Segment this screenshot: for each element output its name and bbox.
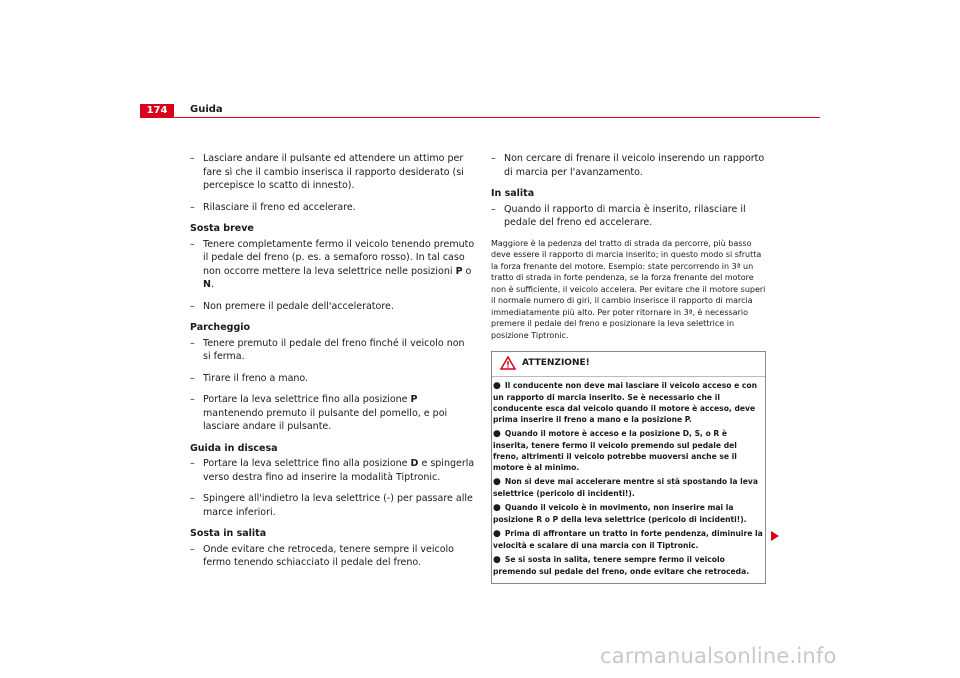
warning-item: ● Prima di affrontare un tratto in forte pendenza, diminuire la velocità e scalare di una marcia con il Tiptronic. (493, 529, 763, 550)
list-item: – Portare la leva selettrice fino alla posizione D e spingerla verso destra fino ad inserire la modalità Tiptronic. (190, 458, 475, 483)
list-item: – Non cercare di frenare il veicolo inserendo un rapporto di marcia per l'avanzamento. (491, 153, 765, 178)
header-rule (140, 117, 820, 118)
warning-item: ● Quando il motore è acceso e la posizione D, S, o R è inserita, tenere fermo il veicolo premendo sul pedale del freno, altrimenti il veicolo potrebbe muoversi anche se il motore è al minimo. (493, 429, 737, 472)
list-item: – Non premere il pedale dell'acceleratore. (190, 300, 394, 312)
warning-title: ATTENZIONE! (522, 357, 590, 368)
warning-header (492, 352, 765, 377)
warning-item: ● Il conducente non deve mai lasciare il veicolo acceso e con un rapporto di marcia inserito. Se è necessario che il conducente esca dal veicolo quando il motore è acceso, deve prima inserire il freno a mano e la posizione P. (493, 381, 757, 424)
list-item: – Portare la leva selettrice fino alla posizione P mantenendo premuto il pulsante del pomello, e poi lasciare andare il pulsante. (190, 394, 448, 432)
list-item: – Tenere completamente fermo il veicolo tenendo premuto il pedale del freno (p. es. a semaforo rosso). In tal caso non occorre mettere la leva selettrice nelle posizioni P o N. (190, 238, 475, 290)
heading-parcheggio: Parcheggio (190, 322, 251, 333)
bullet-icon: ● (493, 477, 501, 487)
page-number: 174 (140, 104, 174, 118)
list-item: – Rilasciare il freno ed accelerare. (190, 201, 356, 213)
warning-triangle-icon (500, 356, 516, 370)
heading-sosta-in-salita: Sosta in salita (190, 528, 267, 539)
heading-guida-in-discesa: Guida in discesa (190, 442, 278, 454)
warning-list (492, 377, 765, 583)
watermark: carmanualsonline.info (600, 644, 837, 668)
list-item: – Onde evitare che retroceda, tenere sempre il veicolo fermo tenendo schiacciato il pedale del freno. (190, 543, 454, 568)
list-item: – Lasciare andare il pulsante ed attendere un attimo per fare sì che il cambio inserisca il rapporto desiderato (si percepisce lo scatto di innesto). (190, 153, 464, 191)
section-title: Guida (190, 104, 223, 115)
bullet-icon: ● (493, 503, 501, 513)
bullet-icon: ● (493, 381, 501, 391)
next-page-arrow-icon[interactable] (770, 530, 780, 542)
list-item: – Quando il rapporto di marcia è inserito, rilasciare il pedale del freno ed accelerare. (491, 203, 746, 228)
warning-item: ● Non si deve mai accelerare mentre si stà spostando la leva selettrice (pericolo di incidenti!). (493, 477, 758, 498)
left-column (190, 152, 475, 578)
list-item: – Tirare il freno a mano. (190, 372, 309, 384)
bullet-icon: ● (493, 529, 501, 539)
warning-item: ● Se si sosta in salita, tenere sempre fermo il veicolo premendo sul pedale del freno, onde evitare che retroceda. (493, 555, 750, 576)
right-column (491, 152, 766, 584)
list-item: – Tenere premuto il pedale del freno finché il veicolo non si ferma. (190, 337, 465, 362)
bullet-icon: ● (493, 429, 501, 439)
heading-sosta-breve: Sosta breve (190, 223, 254, 234)
bullet-icon: ● (493, 555, 501, 565)
warning-box (491, 351, 766, 584)
heading-in-salita: In salita (491, 188, 535, 199)
warning-item: ● Quando il veicolo è in movimento, non inserire mai la posizione R o P della leva selettrice (pericolo di incidenti!). (493, 503, 747, 524)
note-paragraph: Maggiore è la pedenza del tratto di strada da percorre, più basso deve essere il rapporto di marcia inserito; in questo modo si sfrutta la forza frenante del motore. Esempio: state percorrendo in 3ª un tratto di strada in forte pendenza, se la forza frenante del motore non è sufficiente, il veicolo accelera. Per evitare che il motore superi il normale numero di giri, il cambio inserisce il rapporto di marcia immediatamente più alto. Per poter ritornare in 3ª, è necessario premere il pedale del freno e posizionare la leva selettrice in posizione Tiptronic. (491, 238, 766, 340)
list-item: – Spingere all'indietro la leva selettrice (-) per passare alle marce inferiori. (190, 493, 473, 518)
